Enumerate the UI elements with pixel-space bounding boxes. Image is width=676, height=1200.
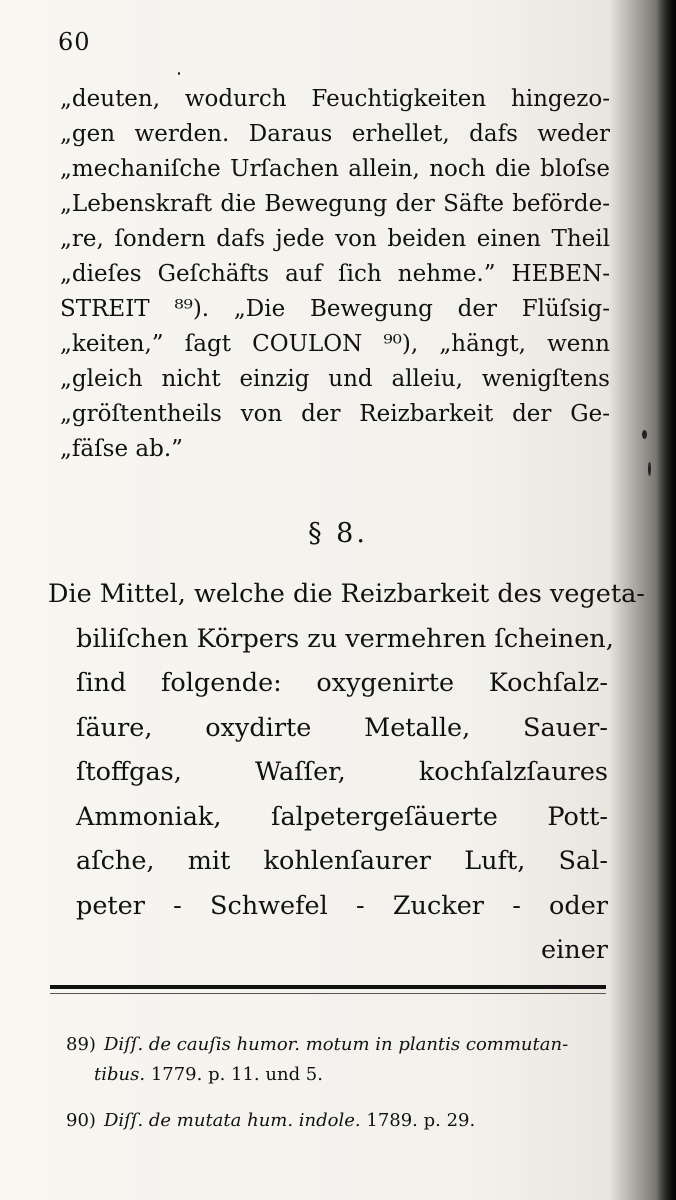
quote-line: STREIT ⁸⁹). „Die Bewegung der Flüſsig- (60, 296, 610, 322)
footnote-citation: Diſſ. de mutata hum. indole. (103, 1110, 361, 1131)
footnote-divider-thin (50, 993, 606, 994)
footnotes (66, 1030, 614, 1136)
page-number: 60 (58, 28, 91, 56)
footnote-reference: 1779. p. 11. und 5. (150, 1064, 323, 1085)
section-heading: § 8. (308, 518, 368, 549)
quote-line: „fäſse ab.” (60, 436, 183, 462)
ink-speck (178, 72, 180, 75)
quote-line: „dieſes Geſchäfts auf ſich nehme.” HEBEN- (60, 261, 610, 287)
footnote-number: 90) (66, 1110, 96, 1131)
quote-line: „mechaniſche Urſachen allein, noch die bloſse (60, 156, 610, 182)
quote-line: „gröſtentheils von der Reizbarkeit der Ge- (60, 401, 610, 427)
quote-line: „gleich nicht einzig und alleiu, wenigſtens (60, 366, 610, 392)
body-line: ſäure, oxydirte Metalle, Sauer- (76, 712, 608, 743)
footnote-90 (66, 1106, 614, 1136)
body-paragraph (48, 572, 645, 973)
catchword: einer (541, 935, 608, 965)
body-line: biliſchen Körpers zu vermehren ſcheinen, (76, 623, 614, 654)
body-line: peter - Schwefel - Zucker - oder (76, 890, 608, 921)
quote-line: „re, ſondern dafs jede von beiden einen Theil (60, 226, 610, 252)
footnote-number: 89) (66, 1034, 96, 1055)
quote-paragraph (60, 82, 610, 467)
footnote-citation: Diſſ. de cauſis humor. motum in plantis commutan- (103, 1034, 569, 1055)
quote-line: „deuten, wodurch Feuchtigkeiten hingezo- (60, 86, 610, 112)
quote-line: „Lebenskraft die Bewegung der Säfte beförde- (60, 191, 610, 217)
quote-line: „keiten,” ſagt COULON ⁹⁰), „hängt, wenn (60, 331, 610, 357)
quote-line: „gen werden. Daraus erhellet, dafs weder (60, 121, 610, 147)
footnote-citation: tibus. (94, 1064, 146, 1085)
body-line: ſind folgende: oxygenirte Kochſalz- (76, 668, 608, 698)
body-line: ſtoffgas, Waſſer, kochſalzſaures (76, 757, 608, 787)
footnote-divider (50, 985, 606, 989)
body-line: aſche, mit kohlenſaurer Luft, Sal- (76, 846, 608, 876)
page-edge-shadow (656, 0, 676, 1200)
body-line: Die Mittel, welche die Reizbarkeit des vegeta- (48, 579, 645, 609)
footnote-89 (66, 1030, 614, 1060)
ink-speck (642, 430, 647, 439)
footnote-reference: 1789. p. 29. (366, 1110, 476, 1131)
footnote-89-continuation (66, 1060, 614, 1090)
ink-speck (648, 462, 651, 476)
body-line: Ammoniak, ſalpetergeſäuerte Pott- (76, 801, 608, 832)
